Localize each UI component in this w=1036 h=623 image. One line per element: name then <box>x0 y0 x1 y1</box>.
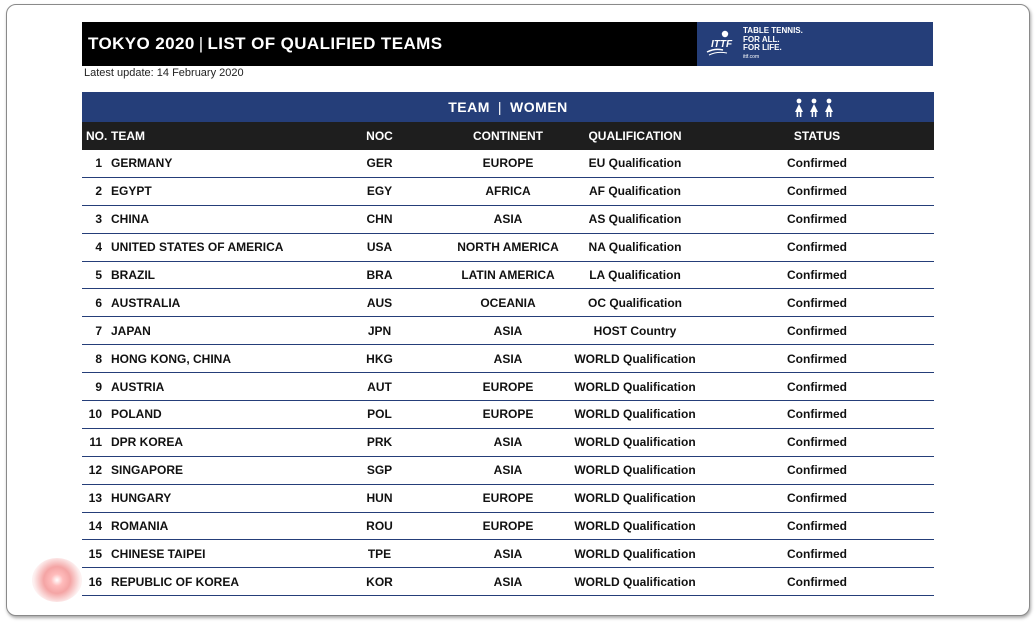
cell-no: 7 <box>95 323 102 338</box>
cell-team: GERMANY <box>111 156 173 171</box>
col-continent: CONTINENT <box>473 129 543 143</box>
ittf-logo <box>697 22 933 66</box>
table-header <box>82 122 934 150</box>
cell-no: 5 <box>95 268 102 282</box>
cell-qualification: NA Qualification <box>588 240 682 255</box>
cell-qualification: AF Qualification <box>588 184 681 199</box>
table-row <box>82 540 934 568</box>
cell-status: Confirmed <box>787 240 847 255</box>
cell-no: 6 <box>95 295 102 310</box>
table-row <box>82 373 934 401</box>
table-row <box>82 429 934 457</box>
cell-noc: AUT <box>367 379 392 394</box>
table-row <box>82 485 934 513</box>
table-row <box>82 206 934 234</box>
cell-continent: LATIN AMERICA <box>461 268 555 282</box>
col-status: STATUS <box>793 129 841 143</box>
cell-noc: CHN <box>366 212 393 227</box>
col-qualification: QUALIFICATION <box>588 129 682 143</box>
cell-status: Confirmed <box>787 519 847 534</box>
cell-no: 15 <box>88 546 102 561</box>
cell-no: 3 <box>95 212 102 227</box>
logo-url: ittf.com <box>743 53 760 60</box>
cell-noc: BRA <box>366 268 393 282</box>
cell-continent: ASIA <box>493 463 523 478</box>
cell-status: Confirmed <box>787 295 847 310</box>
cell-status: Confirmed <box>787 463 847 478</box>
table-row <box>82 457 934 485</box>
cell-status: Confirmed <box>787 435 847 450</box>
cell-no: 13 <box>88 491 102 506</box>
title-separator: | <box>198 34 204 53</box>
ittf-logo-mark-text: ITTF <box>711 39 733 50</box>
cell-qualification: WORLD Qualification <box>574 574 696 589</box>
cell-noc: HKG <box>366 351 393 366</box>
table-row <box>82 317 934 345</box>
logo-line-1: TABLE TENNIS. <box>743 26 803 35</box>
cell-team: AUSTRIA <box>111 379 165 394</box>
cell-qualification: WORLD Qualification <box>574 407 696 422</box>
cell-noc: TPE <box>367 546 392 561</box>
cell-no: 12 <box>88 463 102 478</box>
cell-continent: ASIA <box>493 212 523 227</box>
cell-status: Confirmed <box>787 156 847 171</box>
page-title: TOKYO 2020 <box>88 34 195 53</box>
cell-status: Confirmed <box>787 574 847 589</box>
cell-continent: EUROPE <box>482 407 534 422</box>
section-title-right: WOMEN <box>510 99 568 115</box>
cell-no: 8 <box>95 351 102 366</box>
page-subtitle: LIST OF QUALIFIED TEAMS <box>207 34 443 53</box>
table-row <box>82 289 934 317</box>
cell-noc: POL <box>367 407 392 422</box>
cell-no: 14 <box>88 519 102 534</box>
cell-no: 1 <box>95 156 102 171</box>
cell-qualification: AS Qualification <box>588 212 682 227</box>
logo-text <box>743 27 803 61</box>
women-team-icon <box>793 98 835 118</box>
cell-no: 4 <box>95 240 102 255</box>
cursor-highlight <box>32 558 82 602</box>
cell-qualification: WORLD Qualification <box>574 435 696 450</box>
table-row <box>82 513 934 541</box>
cell-continent: EUROPE <box>482 491 534 506</box>
cell-continent: EUROPE <box>482 519 534 534</box>
cell-noc: GER <box>366 156 393 171</box>
cell-status: Confirmed <box>787 546 847 561</box>
col-no: NO. <box>86 129 108 143</box>
cell-team: SINGAPORE <box>111 463 184 478</box>
cell-team: REPUBLIC OF KOREA <box>111 574 240 589</box>
cell-noc: AUS <box>366 295 393 310</box>
cell-team: BRAZIL <box>111 268 155 282</box>
cell-no: 2 <box>95 184 102 199</box>
cell-qualification: WORLD Qualification <box>574 519 696 534</box>
cell-continent: ASIA <box>493 546 523 561</box>
ittf-logo-icon <box>703 26 739 62</box>
cell-continent: OCEANIA <box>480 295 536 310</box>
cell-team: ROMANIA <box>111 519 169 534</box>
cell-qualification: LA Qualification <box>589 268 681 282</box>
cell-continent: ASIA <box>493 435 523 450</box>
table-row <box>82 262 934 290</box>
cell-status: Confirmed <box>787 351 847 366</box>
cell-continent: ASIA <box>493 351 523 366</box>
section-title-left: TEAM <box>448 99 490 115</box>
cell-status: Confirmed <box>787 407 847 422</box>
cell-status: Confirmed <box>787 184 847 199</box>
cell-noc: HUN <box>366 491 393 506</box>
cell-noc: EGY <box>366 184 393 199</box>
cell-continent: ASIA <box>493 323 523 338</box>
cell-no: 9 <box>95 379 102 394</box>
cell-continent: EUROPE <box>482 379 534 394</box>
section-header <box>82 92 934 122</box>
team-table <box>82 150 934 596</box>
cell-no: 16 <box>88 574 102 589</box>
woman-icon <box>793 98 805 118</box>
cell-qualification: WORLD Qualification <box>574 546 696 561</box>
cell-noc: KOR <box>366 574 393 589</box>
cell-qualification: OC Qualification <box>587 295 682 310</box>
woman-icon <box>808 98 820 118</box>
cell-noc: JPN <box>367 323 392 338</box>
cell-qualification: WORLD Qualification <box>574 491 696 506</box>
logo-line-2: FOR ALL. <box>743 34 780 44</box>
cell-noc: USA <box>366 240 393 255</box>
cell-no: 11 <box>89 435 102 450</box>
cell-team: EGYPT <box>111 184 152 199</box>
table-row <box>82 401 934 429</box>
cell-continent: NORTH AMERICA <box>457 240 559 255</box>
cell-status: Confirmed <box>787 212 847 227</box>
cell-team: JAPAN <box>111 323 151 338</box>
title-bar <box>82 22 697 66</box>
cell-team: HUNGARY <box>111 491 172 506</box>
cell-continent: AFRICA <box>485 184 531 199</box>
cell-team: UNITED STATES OF AMERICA <box>111 240 284 255</box>
cell-status: Confirmed <box>787 379 847 394</box>
cell-noc: ROU <box>366 519 393 534</box>
cell-noc: SGP <box>366 463 393 478</box>
table-row <box>82 234 934 262</box>
col-team: TEAM <box>111 129 145 143</box>
cell-qualification: EU Qualification <box>588 156 682 171</box>
cell-team: POLAND <box>111 407 162 422</box>
cell-qualification: HOST Country <box>593 323 677 338</box>
cell-team: AUSTRALIA <box>111 295 181 310</box>
table-row <box>82 178 934 206</box>
cell-qualification: WORLD Qualification <box>574 379 696 394</box>
logo-line-3: FOR LIFE. <box>743 43 782 52</box>
section-title-separator: | <box>497 99 503 115</box>
cell-qualification: WORLD Qualification <box>574 463 696 478</box>
cell-no: 10 <box>88 407 102 422</box>
cell-status: Confirmed <box>787 268 847 282</box>
table-row <box>82 568 934 596</box>
cell-status: Confirmed <box>787 323 847 338</box>
cell-team: HONG KONG, CHINA <box>111 351 231 366</box>
table-row <box>82 345 934 373</box>
col-noc: NOC <box>366 129 393 143</box>
woman-icon <box>823 98 835 118</box>
cell-team: DPR KOREA <box>111 435 184 450</box>
latest-update: Latest update: 14 February 2020 <box>84 67 244 79</box>
cell-team: CHINA <box>111 212 149 227</box>
cell-continent: ASIA <box>493 574 523 589</box>
table-row <box>82 150 934 178</box>
cell-team: CHINESE TAIPEI <box>111 546 206 561</box>
cell-continent: EUROPE <box>482 156 534 171</box>
cell-qualification: WORLD Qualification <box>574 351 696 366</box>
cell-status: Confirmed <box>787 491 847 506</box>
cell-noc: PRK <box>366 435 393 450</box>
